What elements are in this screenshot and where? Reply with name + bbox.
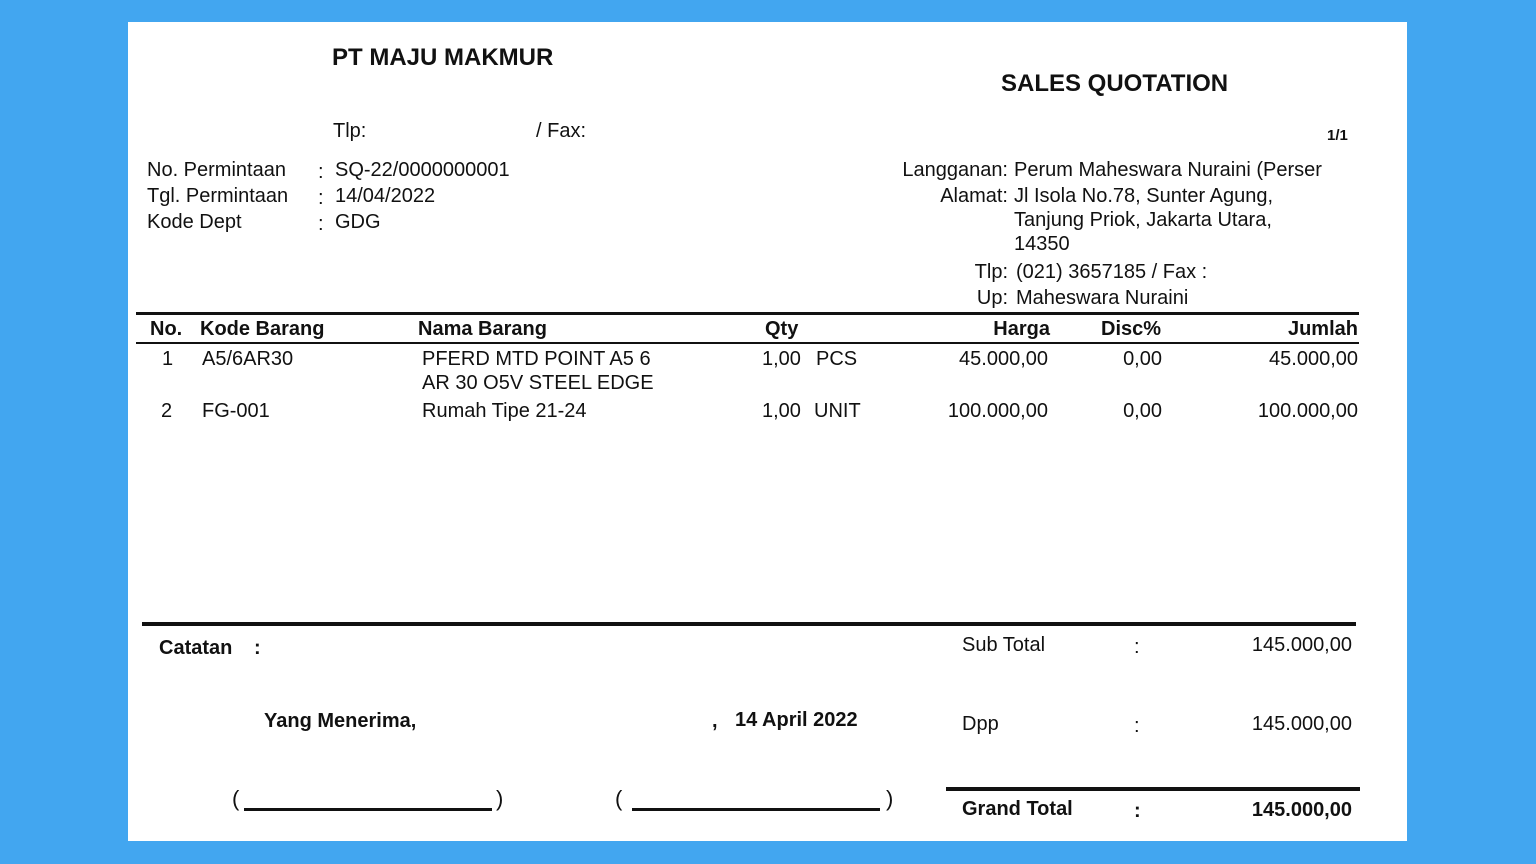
value-customer-tlp: (021) 3657185 / Fax :: [1016, 261, 1208, 283]
colon: :: [318, 187, 324, 209]
cell-jumlah: 100.000,00: [1257, 400, 1358, 422]
label-customer-tlp: Tlp:: [974, 261, 1008, 283]
yang-menerima-label: Yang Menerima,: [264, 710, 417, 732]
cell-nama-line-1: Rumah Tipe 21-24: [422, 400, 587, 422]
label-kode-dept: Kode Dept: [147, 211, 242, 233]
header-no: No.: [150, 318, 183, 340]
grand-total-rule: [946, 787, 1360, 791]
grand-total-label: Grand Total: [962, 798, 1073, 820]
cell-harga: 45.000,00: [959, 348, 1048, 370]
signature-paren-close: ): [886, 786, 894, 811]
cell-disc: 0,00: [1123, 348, 1162, 370]
cell-no: 2: [161, 400, 173, 422]
catatan-colon: :: [254, 637, 261, 659]
table-top-rule: [136, 312, 1359, 315]
value-alamat-line-3: 14350: [1014, 233, 1070, 255]
document-page: [128, 22, 1407, 841]
signature-line-issuer: [632, 808, 880, 811]
value-langganan: Perum Maheswara Nuraini (Perser: [1014, 159, 1322, 181]
grand-total-value: 145.000,00: [1251, 799, 1352, 821]
date-comma: ,: [712, 710, 718, 732]
colon: :: [318, 213, 324, 235]
colon: :: [1134, 636, 1140, 658]
cell-unit: UNIT: [814, 400, 861, 422]
table-bottom-rule: [142, 622, 1356, 626]
document-title: SALES QUOTATION: [1001, 70, 1229, 97]
cell-harga: 100.000,00: [947, 400, 1048, 422]
quotation-date: 14 April 2022: [735, 709, 858, 731]
value-no-permintaan: SQ-22/0000000001: [335, 159, 510, 181]
company-name: PT MAJU MAKMUR: [332, 44, 554, 71]
colon: :: [1134, 800, 1141, 822]
label-tgl-permintaan: Tgl. Permintaan: [147, 185, 289, 207]
cell-kode: A5/6AR30: [202, 348, 294, 370]
header-jumlah: Jumlah: [1287, 318, 1358, 340]
colon: :: [1134, 715, 1140, 737]
sub-total-label: Sub Total: [962, 634, 1046, 656]
header-disc: Disc%: [1101, 318, 1162, 340]
value-up: Maheswara Nuraini: [1016, 287, 1189, 309]
cell-nama-line-2: AR 30 O5V STEEL EDGE: [422, 372, 654, 394]
colon: :: [318, 161, 324, 183]
signature-line-receiver: [244, 808, 492, 811]
cell-qty: 1,00: [762, 400, 801, 422]
catatan-label: Catatan: [159, 637, 233, 659]
company-tlp-label: Tlp:: [333, 120, 367, 142]
signature-paren-open: (: [615, 786, 623, 811]
header-qty: Qty: [765, 318, 799, 340]
label-alamat: Alamat:: [940, 185, 1008, 207]
signature-paren-close: ): [496, 786, 504, 811]
cell-nama-line-1: PFERD MTD POINT A5 6: [422, 348, 651, 370]
cell-qty: 1,00: [762, 348, 801, 370]
header-harga: Harga: [993, 318, 1050, 340]
header-kode-barang: Kode Barang: [200, 318, 325, 340]
cell-disc: 0,00: [1123, 400, 1162, 422]
signature-paren-open: (: [232, 786, 240, 811]
cell-jumlah: 45.000,00: [1269, 348, 1358, 370]
cell-kode: FG-001: [202, 400, 270, 422]
value-alamat-line-2: Tanjung Priok, Jakarta Utara,: [1014, 209, 1272, 231]
cell-no: 1: [162, 348, 174, 370]
company-fax-label: / Fax:: [536, 120, 587, 142]
cell-unit: PCS: [816, 348, 858, 370]
value-kode-dept: GDG: [335, 211, 381, 233]
value-alamat-line-1: Jl Isola No.78, Sunter Agung,: [1014, 185, 1274, 207]
label-no-permintaan: No. Permintaan: [147, 159, 286, 181]
header-nama-barang: Nama Barang: [418, 318, 547, 340]
label-langganan: Langganan:: [902, 159, 1008, 181]
sub-total-value: 145.000,00: [1251, 634, 1352, 656]
value-tgl-permintaan: 14/04/2022: [335, 185, 436, 207]
table-header-rule: [136, 342, 1359, 344]
dpp-label: Dpp: [962, 713, 999, 735]
page-number: 1/1: [1327, 127, 1348, 144]
dpp-value: 145.000,00: [1251, 713, 1352, 735]
label-up: Up:: [976, 287, 1008, 309]
